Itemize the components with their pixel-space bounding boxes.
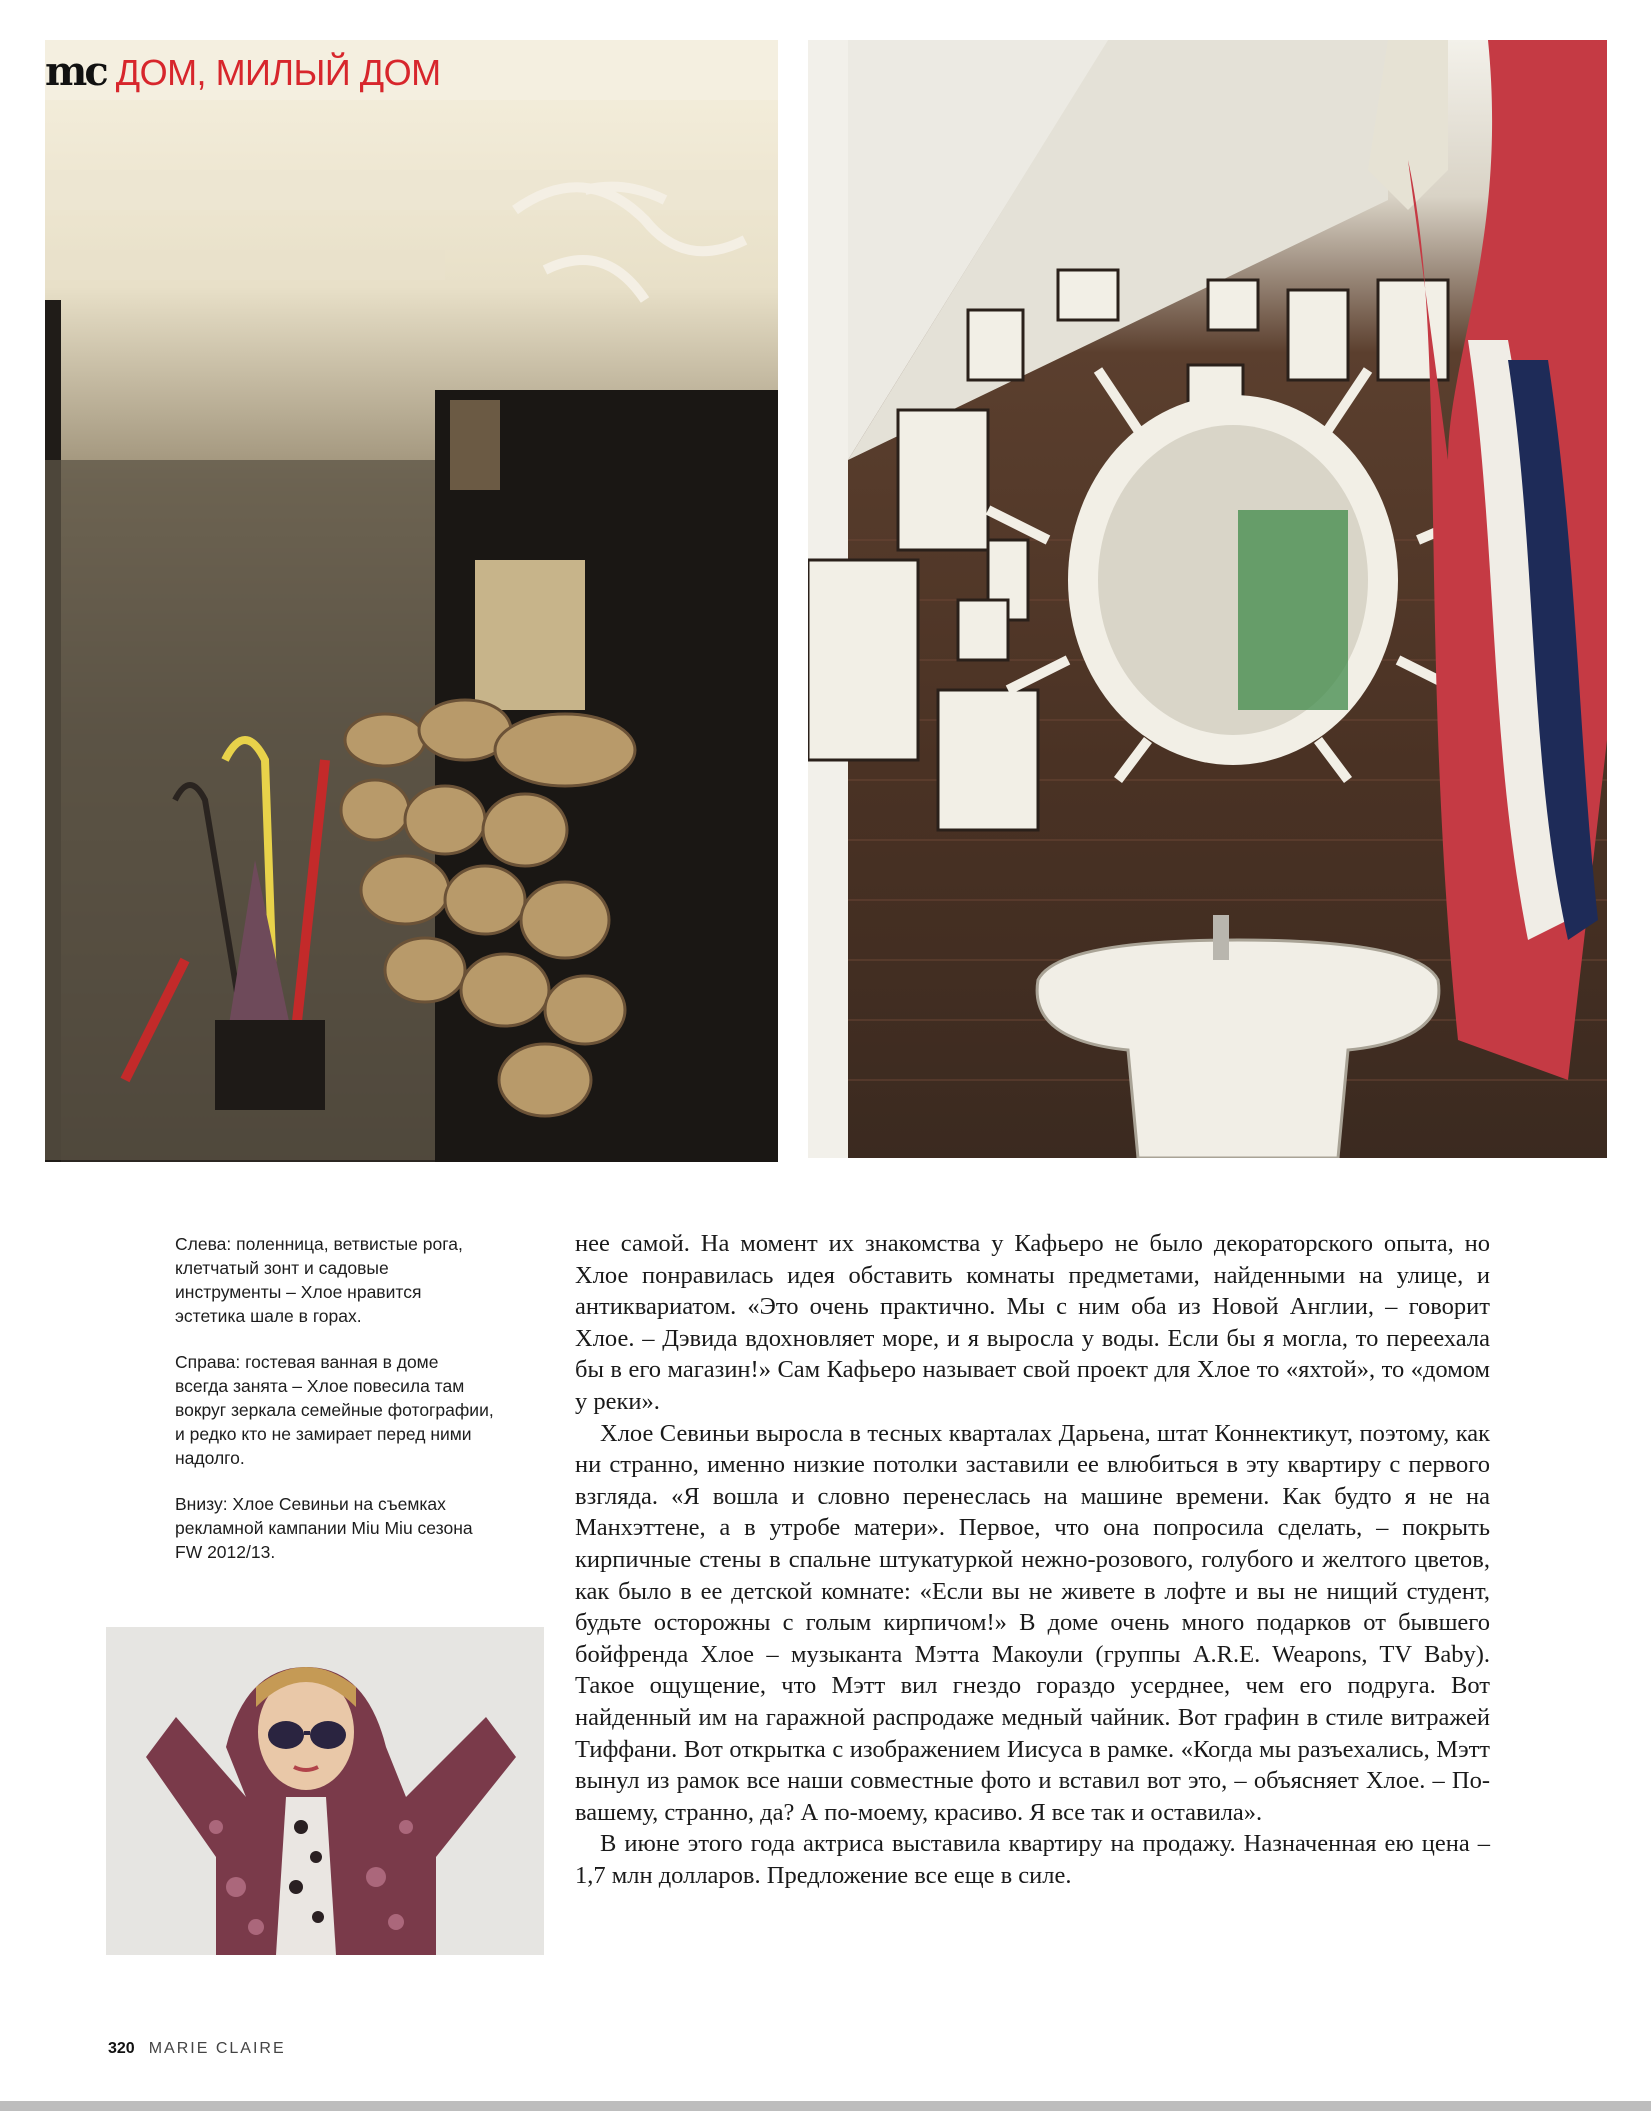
photo-chloe-portrait	[106, 1627, 544, 1955]
caption-right-photo: Справа: гостевая ванная в доме всегда занята – Хлое повесила там вокруг зеркала семейные фотографии, и редко кто не замирает перед ними надолго.	[175, 1352, 494, 1468]
body-paragraph: нее самой. На момент их знакомства у Кафьеро не было декораторского опыта, но Хлое понравилась идея обставить комнаты предметами, найденными на улице, и антиквариатом. «Это очень практично. Мы с ним оба из Новой Англии, – говорит Хлое. – Дэвида вдохновляет море, и я выросла у воды. Если бы я могла, то переехала бы в его магазин!» Сам Кафьеро называет свой проект для Хлое то «яхтой», то «домом у реки».	[575, 1230, 1490, 1415]
bottom-rule	[0, 2101, 1651, 2111]
section-title: ДОМ, МИЛЫЙ ДОМ	[115, 52, 441, 93]
body-paragraph: Хлое Севиньи выросла в тесных кварталах Дарьена, штат Коннектикут, поэтому, как ни странно, именно низкие потолки заставили ее влюбиться в эту квартиру с первого взгляда. «Я вошла и словно перенеслась на машине времени. Как будто я не на Манхэттене, а в утробе матери». Первое, что она попросила сделать, – покрыть кирпичные стены в спальне штукатуркой нежно-розового, голубого и желтого цветов, как было в ее детской комнате: «Если вы не живете в лофте и вы не нищий студент, будьте осторожны с голым кирпичом!» В доме очень много подарков от бывшего бойфренда Хлое – музыканта Мэтта Макоули (группы A.R.E. Weapons, TV Baby). Такое ощущение, что Мэтт вил гнездо гораздо усерднее, чем его подруга. Вот найденный им на гаражной распродаже медный чайник. Вот графин в стиле витражей Тиффани. Вот открытка с изображением Иисуса в рамке. «Когда мы разъехались, Мэтт вынул из рамок все наши совместные фото и вставил вот это, – объясняет Хлое. – По-вашему, странно, да? А по-моему, красиво. Я все так и оставила».	[575, 1419, 1490, 1826]
caption-column	[175, 1232, 495, 1586]
page-number: 320	[108, 2040, 135, 2057]
article-body	[575, 1228, 1490, 1891]
photo-firewood-nook	[45, 40, 778, 1162]
section-header	[45, 48, 441, 95]
body-paragraph: В июне этого года актриса выставила квартиру на продажу. Назначенная ею цена – 1,7 млн долларов. Предложение все еще в силе.	[575, 1830, 1490, 1889]
photo-guest-bathroom	[808, 40, 1607, 1158]
page-footer	[108, 2040, 286, 2058]
caption-bottom-photo: Внизу: Хлое Севиньи на съемках рекламной кампании Miu Miu сезона FW 2012/13.	[175, 1494, 473, 1562]
mc-logo: mc	[45, 48, 106, 95]
magazine-name: MARIE CLAIRE	[148, 2040, 286, 2057]
caption-left-photo: Слева: поленница, ветвистые рога, клетчатый зонт и садовые инструменты – Хлое нравится эстетика шале в горах.	[175, 1234, 463, 1326]
